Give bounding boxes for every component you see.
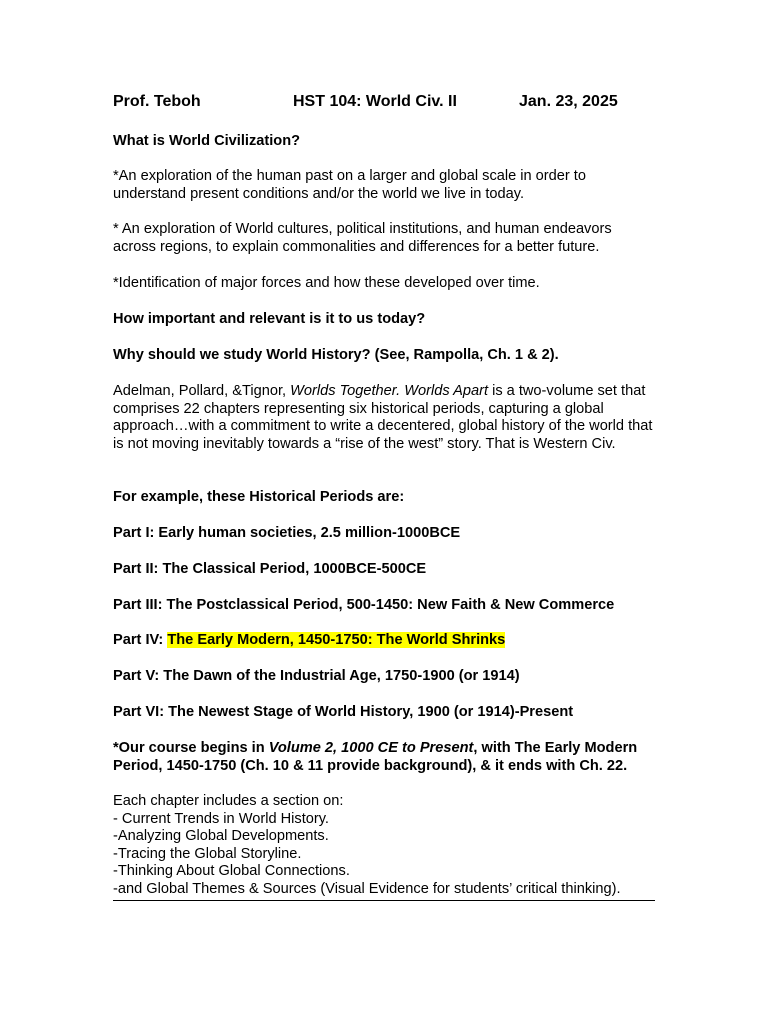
course-begins-rest: , with The Early Modern Period, 1450-1750 (Ch. 10 & 11 provide background), & it ends with Ch. 22. (113, 740, 638, 774)
list-item: -Tracing the Global Storyline. (113, 845, 302, 862)
professor-name: Prof. Teboh (113, 93, 201, 110)
period-part: Part VI: The Newest Stage of World History, 1900 (or 1914)-Present (113, 704, 574, 720)
course-begins-prefix: *Our course begins in (113, 740, 269, 756)
volume-title: Volume 2, 1000 CE to Present (268, 740, 474, 756)
period-part: Part III: The Postclassical Period, 500-1450: New Faith & New Commerce (113, 597, 615, 613)
period-part: Part II: The Classical Period, 1000BCE-500CE (113, 561, 427, 577)
bottom-rule (113, 900, 655, 901)
question-why-study: Why should we study World History? (See, Rampolla, Ch. 1 & 2). (113, 347, 559, 363)
period-part: Part I: Early human societies, 2.5 million-1000BCE (113, 525, 461, 541)
course-begins-paragraph (113, 740, 658, 775)
question-relevance: How important and relevant is it to us today? (113, 311, 426, 327)
bullet-paragraph: * An exploration of World cultures, political institutions, and human endeavors across regions, to explain commonalities and differences for a better future. (113, 221, 612, 255)
question-what-is-world-civ: What is World Civilization? (113, 133, 301, 149)
intro-paragraph (113, 383, 653, 453)
list-item: -Analyzing Global Developments. (113, 828, 329, 845)
list-item: - Current Trends in World History. (113, 810, 329, 827)
chapter-sections (113, 793, 658, 899)
chapter-intro: Each chapter includes a section on: (113, 793, 344, 809)
document-date: Jan. 23, 2025 (519, 93, 618, 110)
highlighted-text: The Early Modern, 1450-1750: The World Shrinks (167, 632, 506, 648)
period-part: Part V: The Dawn of the Industrial Age, 1750-1900 (or 1914) (113, 668, 520, 684)
example-heading: For example, these Historical Periods are: (113, 489, 405, 505)
list-item: -Thinking About Global Connections. (113, 863, 350, 880)
document-header (113, 93, 658, 115)
bullet-paragraph: *Identification of major forces and how these developed over time. (113, 275, 540, 291)
intro-rest: is a two-volume set that comprises 22 chapters representing six historical periods, capturing a global approach…with a commitment to write a decentered, global history of the world that is not moving inevitably towards a “rise of the west” story. That is Western Civ. (113, 383, 653, 452)
course-title: HST 104: World Civ. II (293, 93, 457, 110)
bullet-paragraph: *An exploration of the human past on a larger and global scale in order to understand present conditions and/or the world we live in today. (113, 168, 586, 202)
list-item: -and Global Themes & Sources (Visual Evidence for students’ critical thinking). (113, 880, 621, 897)
intro-authors: Adelman, Pollard, &Tignor, (113, 383, 291, 399)
book-title: Worlds Together. Worlds Apart (290, 383, 489, 399)
period-part-highlighted (113, 632, 658, 650)
part4-prefix: Part IV: (113, 632, 168, 648)
